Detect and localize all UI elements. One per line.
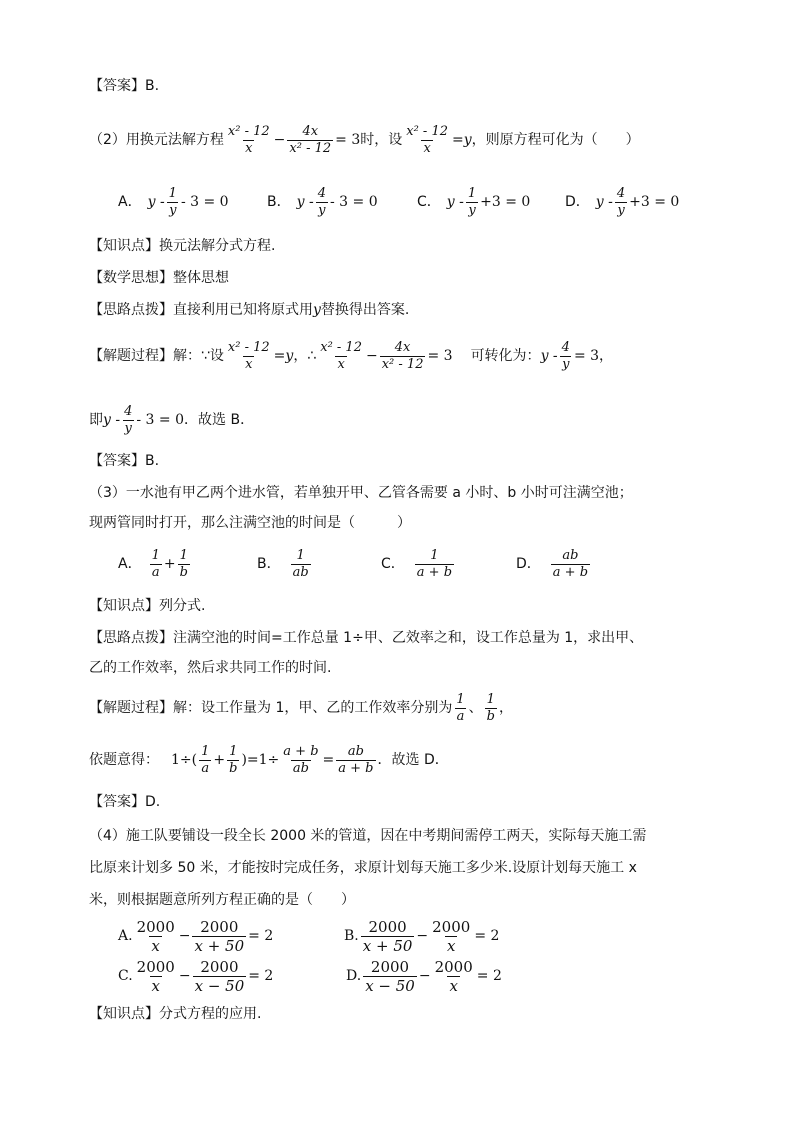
fraction: $\frac{1}{y}$ (467, 185, 477, 218)
fraction: $\frac{ab}{a + b}$ (338, 743, 374, 776)
q3-line2: 现两管同时打开，那么注满空池的时间是（ ） (89, 515, 411, 531)
q2-option-b: B． y - $\frac{4}{y}$ - 3 = 0 (267, 185, 378, 218)
answer-1: 【答案】B. (89, 78, 160, 94)
fraction: $\frac{4x}{\text{x² - 12}}$ (381, 339, 424, 372)
q4-option-b: B. $\frac{2000}{x + 50}$ − $\frac{2000}{x}$ = 2 (344, 917, 500, 955)
fraction: $\frac{\text{x² - 12}}{x}$ (227, 339, 270, 372)
q2-process-2: 即 y - $\frac{4}{y}$ - 3 = 0 ．故选 B． (89, 403, 255, 436)
q3-knowledge: 【知识点】列分式. (89, 598, 206, 614)
fraction: $\frac{2000}{x}$ (434, 957, 473, 995)
fraction: $\frac{1}{a + b}$ (416, 547, 453, 580)
fraction: $\frac{1}{ab}$ (292, 547, 309, 580)
answer-3: 【答案】D. (89, 794, 161, 810)
fraction: $\frac{4}{y}$ (616, 185, 626, 218)
answer-2: 【答案】B. (89, 453, 160, 469)
fraction: $\frac{\text{x² - 12}}{x}$ (320, 339, 362, 372)
q2-lead: （2）用换元法解方程 (89, 132, 224, 148)
q3-process: 【解题过程】解：设工作量为 1，甲、乙的工作效率分别为 $\frac{1}{a}$ 、 $\frac{1}{b}$ ， (89, 691, 513, 724)
fraction: $\frac{2000}{x + 50}$ (194, 917, 245, 955)
q4-option-c: C. $\frac{2000}{x}$ − $\frac{2000}{x - 50}$ = 2 (118, 957, 274, 995)
q3-hint-2: 乙的工作效率，然后求共同工作的时间. (89, 660, 332, 676)
fraction: $\frac{4}{y}$ (561, 339, 570, 372)
q2-hint: 【思路点拨】直接利用已知将原式用y替换得出答案. (89, 302, 410, 318)
fraction: $\frac{2000}{x + 50}$ (362, 917, 413, 955)
q2-idea: 【数学思想】整体思想 (89, 270, 229, 286)
fraction: $\frac{2000}{x - 50}$ (365, 957, 415, 995)
q4-line2: 比原来计划多 50 米，才能按时完成任务，求原计划每天施工多少米.设原计划每天施工 x (89, 860, 637, 876)
q3-option-d: D． $\frac{ab}{a + b}$ (516, 547, 589, 580)
question-2: （2）用换元法解方程 $\frac{\text{x² - 12}}{x}$ − $\frac{4x}{\text{x² - 12}}$ = 3 时，设 $\frac{\text{x² - 12}}{x}$ =y ，则原方程可化为（ ） (89, 123, 640, 156)
fraction: $\frac{4}{y}$ (317, 185, 326, 218)
q4-knowledge: 【知识点】分式方程的应用. (89, 1006, 262, 1022)
q3-line1: （3）一水池有甲乙两个进水管，若单独开甲、乙管各需要 a 小时、b 小时可注满空池； (89, 485, 633, 501)
q4-option-d: D. $\frac{2000}{x - 50}$ − $\frac{2000}{x}$ = 2 (346, 957, 502, 995)
q2-option-c: C． y - $\frac{1}{y}$ +3 = 0 (417, 185, 531, 218)
fraction: $\frac{2000}{x}$ (432, 917, 471, 955)
fraction: $\frac{2000}{x}$ (136, 917, 175, 955)
q4-line3: 米，则根据题意所列方程正确的是（ ） (89, 892, 355, 908)
fraction: $\frac{1}{y}$ (168, 185, 177, 218)
q3-process-2: 依题意得： 1÷( $\frac{1}{a}$ + $\frac{1}{b}$ )=1÷ $\frac{a + b}{ab}$ = $\frac{ab}{a + b}$ ．故选 D． (89, 743, 449, 776)
fraction: $\frac{1}{a}$ (201, 743, 210, 776)
q4-line1: （4）施工队要铺设一段全长 2000 米的管道，因在中考期间需停工两天，实际每天施工需 (89, 828, 647, 844)
fraction: $\frac{1}{a}$ (456, 691, 465, 724)
fraction: $\frac{a + b}{ab}$ (283, 743, 319, 776)
fraction: $\frac{1}{b}$ (179, 547, 188, 580)
q2-option-d: D． y - $\frac{4}{y}$ +3 = 0 (565, 185, 680, 218)
q3-option-b: B． $\frac{1}{ab}$ (257, 547, 309, 580)
fraction: $\frac{4x}{\text{x² - 12}}$ (289, 123, 332, 156)
fraction: $\frac{\text{x² - 12}}{x}$ (406, 123, 448, 156)
fraction: $\frac{2000}{x - 50}$ (194, 957, 245, 995)
q2-knowledge: 【知识点】换元法解分式方程. (89, 238, 276, 254)
q2-process: 【解题过程】解：∵设 $\frac{\text{x² - 12}}{x}$ =y ，∴ $\frac{\text{x² - 12}}{x}$ − $\frac{4x}{\text{x² - 12}}$ = 3 可转化为： y - $\frac{4}{y}$ = 3， (89, 339, 614, 372)
fraction: $\frac{1}{b}$ (486, 691, 495, 724)
fraction: $\frac{1}{a}$ (151, 547, 160, 580)
q3-option-c: C． $\frac{1}{a + b}$ (381, 547, 453, 580)
fraction: $\frac{1}{b}$ (229, 743, 238, 776)
fraction: $\frac{ab}{a + b}$ (552, 547, 589, 580)
fraction: $\frac{2000}{x}$ (136, 957, 175, 995)
q2-option-a: A． y - $\frac{1}{y}$ - 3 = 0 (118, 185, 229, 218)
fraction: $\frac{4}{y}$ (124, 403, 133, 436)
q3-option-a: A． $\frac{1}{a}$ + $\frac{1}{b}$ (118, 547, 188, 580)
q3-hint-1: 【思路点拨】注满空池的时间=工作总量 1÷甲、乙效率之和，设工作总量为 1，求出甲、 (89, 630, 644, 646)
fraction: $\frac{\text{x² - 12}}{x}$ (227, 123, 270, 156)
q4-option-a: A. $\frac{2000}{x}$ − $\frac{2000}{x + 50}$ = 2 (118, 917, 274, 955)
